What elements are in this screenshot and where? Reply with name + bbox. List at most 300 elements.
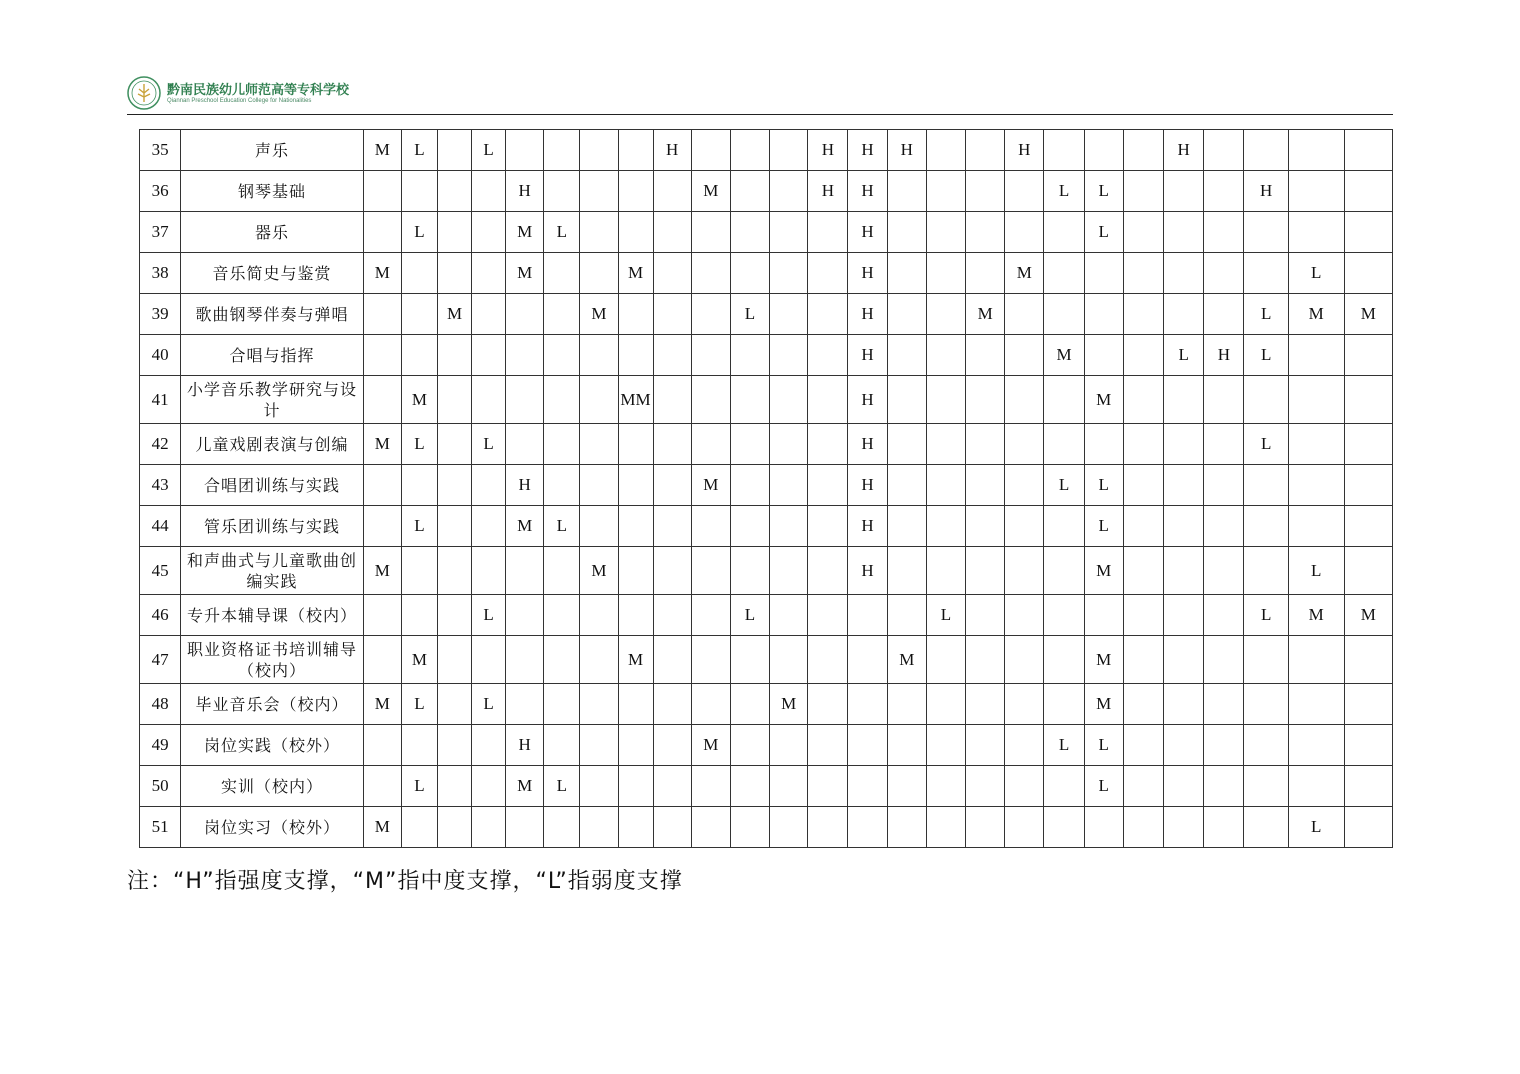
support-level-cell: [472, 335, 506, 376]
support-level-cell: [1244, 376, 1288, 424]
support-level-cell: [1044, 807, 1084, 848]
support-level-cell: [1244, 253, 1288, 294]
support-level-cell: [438, 424, 472, 465]
support-level-cell: [653, 506, 691, 547]
support-level-cell: [1244, 807, 1288, 848]
support-level-cell: [1164, 725, 1204, 766]
table-row: [140, 465, 1393, 506]
support-level-cell: L: [472, 130, 506, 171]
support-level-cell: [401, 725, 437, 766]
support-level-cell: M: [618, 253, 653, 294]
support-level-cell: [1344, 424, 1393, 465]
support-level-cell: [1044, 253, 1084, 294]
support-level-cell: [1344, 253, 1393, 294]
support-level-cell: M: [966, 294, 1005, 335]
support-level-cell: [1344, 506, 1393, 547]
support-level-cell: [1123, 506, 1163, 547]
support-level-cell: [1044, 294, 1084, 335]
support-level-cell: [1123, 547, 1163, 595]
support-level-cell: [770, 465, 808, 506]
support-level-cell: [887, 725, 926, 766]
support-level-cell: [691, 294, 730, 335]
support-level-cell: L: [1244, 424, 1288, 465]
support-level-cell: [438, 506, 472, 547]
support-level-cell: [438, 684, 472, 725]
support-level-cell: L: [1084, 766, 1123, 807]
support-level-cell: M: [1084, 684, 1123, 725]
support-level-cell: [926, 335, 965, 376]
support-level-cell: [966, 376, 1005, 424]
row-number: 43: [140, 465, 181, 506]
support-level-cell: H: [1005, 130, 1044, 171]
support-level-cell: H: [848, 506, 887, 547]
support-level-cell: [691, 547, 730, 595]
support-level-cell: L: [472, 424, 506, 465]
table-row: [140, 766, 1393, 807]
support-level-cell: [887, 766, 926, 807]
support-level-cell: [770, 335, 808, 376]
support-level-cell: [1164, 547, 1204, 595]
support-level-cell: [691, 376, 730, 424]
support-level-cell: [653, 547, 691, 595]
support-level-cell: H: [887, 130, 926, 171]
support-level-cell: H: [848, 294, 887, 335]
support-level-cell: M: [580, 547, 618, 595]
support-level-cell: M: [770, 684, 808, 725]
support-level-cell: [618, 465, 653, 506]
support-level-cell: [506, 424, 544, 465]
support-level-cell: [1164, 636, 1204, 684]
support-level-cell: [363, 725, 401, 766]
support-level-cell: [966, 171, 1005, 212]
school-seal-icon: [127, 76, 161, 110]
support-level-cell: [544, 725, 580, 766]
support-level-cell: [1244, 725, 1288, 766]
course-name: 岗位实践（校外）: [181, 725, 364, 766]
table-row: [140, 335, 1393, 376]
support-level-cell: [506, 684, 544, 725]
support-level-cell: L: [1084, 171, 1123, 212]
support-level-cell: [1204, 171, 1244, 212]
table-row: [140, 294, 1393, 335]
support-level-cell: [730, 253, 769, 294]
row-number: 41: [140, 376, 181, 424]
support-level-cell: [1164, 424, 1204, 465]
support-level-cell: [1044, 376, 1084, 424]
support-level-cell: [1044, 547, 1084, 595]
support-level-cell: [966, 595, 1005, 636]
support-level-cell: [544, 376, 580, 424]
support-level-cell: [926, 506, 965, 547]
support-level-cell: [438, 595, 472, 636]
support-level-cell: [808, 547, 848, 595]
support-level-cell: [580, 766, 618, 807]
support-level-cell: [1164, 595, 1204, 636]
support-level-cell: [544, 465, 580, 506]
support-level-cell: [848, 684, 887, 725]
support-level-cell: [1344, 335, 1393, 376]
support-level-cell: [506, 595, 544, 636]
support-level-cell: [808, 684, 848, 725]
support-level-cell: [730, 335, 769, 376]
support-level-cell: [1005, 595, 1044, 636]
support-level-cell: [506, 130, 544, 171]
support-level-cell: [401, 547, 437, 595]
support-level-cell: [887, 465, 926, 506]
support-level-cell: [691, 253, 730, 294]
support-level-cell: [926, 171, 965, 212]
support-level-cell: [618, 807, 653, 848]
support-level-cell: [1123, 725, 1163, 766]
support-level-cell: L: [1244, 335, 1288, 376]
course-name: 儿童戏剧表演与创编: [181, 424, 364, 465]
support-level-cell: [1164, 766, 1204, 807]
support-level-cell: [438, 130, 472, 171]
support-level-cell: [1344, 376, 1393, 424]
support-level-cell: [363, 595, 401, 636]
support-level-cell: [1005, 171, 1044, 212]
support-level-cell: [580, 171, 618, 212]
support-level-cell: [1344, 465, 1393, 506]
row-number: 35: [140, 130, 181, 171]
support-level-cell: [653, 807, 691, 848]
support-level-cell: [1204, 807, 1244, 848]
support-level-cell: [506, 547, 544, 595]
course-name: 岗位实习（校外）: [181, 807, 364, 848]
support-level-cell: [808, 253, 848, 294]
support-level-cell: [1005, 465, 1044, 506]
support-level-cell: [1164, 807, 1204, 848]
support-level-cell: [691, 506, 730, 547]
support-level-cell: [363, 766, 401, 807]
support-level-cell: [1123, 465, 1163, 506]
support-level-cell: [926, 766, 965, 807]
support-level-cell: [1288, 424, 1344, 465]
support-level-cell: [966, 253, 1005, 294]
support-level-cell: [1044, 595, 1084, 636]
support-level-cell: [618, 130, 653, 171]
support-level-cell: [438, 335, 472, 376]
support-level-cell: [770, 212, 808, 253]
support-level-cell: [363, 335, 401, 376]
support-level-cell: [580, 130, 618, 171]
support-level-cell: [363, 376, 401, 424]
support-level-cell: L: [730, 595, 769, 636]
support-level-cell: [1344, 766, 1393, 807]
support-level-cell: [770, 595, 808, 636]
support-level-cell: [618, 335, 653, 376]
support-level-cell: [1204, 684, 1244, 725]
support-level-cell: [544, 547, 580, 595]
support-level-cell: H: [848, 253, 887, 294]
table-row: [140, 171, 1393, 212]
support-level-cell: [472, 636, 506, 684]
support-level-cell: [1204, 547, 1244, 595]
support-level-cell: MM: [618, 376, 653, 424]
support-level-cell: [438, 212, 472, 253]
support-level-cell: M: [363, 130, 401, 171]
support-level-cell: [1288, 766, 1344, 807]
support-level-cell: L: [401, 212, 437, 253]
course-name: 小学音乐教学研究与设计: [181, 376, 364, 424]
support-level-cell: [580, 595, 618, 636]
support-level-cell: [966, 424, 1005, 465]
support-level-cell: [544, 636, 580, 684]
support-level-cell: [691, 424, 730, 465]
support-level-cell: [1164, 376, 1204, 424]
page-header: [127, 74, 1393, 115]
support-level-cell: H: [848, 376, 887, 424]
support-level-cell: [1164, 465, 1204, 506]
support-level-cell: [926, 465, 965, 506]
support-level-cell: [580, 424, 618, 465]
support-level-cell: [472, 766, 506, 807]
support-level-cell: [472, 465, 506, 506]
support-level-cell: [1204, 725, 1244, 766]
support-level-cell: [1084, 130, 1123, 171]
support-level-cell: [1044, 684, 1084, 725]
support-level-cell: [808, 465, 848, 506]
support-level-cell: [1044, 506, 1084, 547]
support-level-cell: [506, 294, 544, 335]
support-level-cell: M: [1084, 636, 1123, 684]
support-level-cell: H: [848, 547, 887, 595]
support-level-cell: [1244, 636, 1288, 684]
support-level-cell: M: [401, 376, 437, 424]
school-name: 黔南民族幼儿师范高等专科学校: [167, 83, 350, 98]
support-level-cell: M: [691, 171, 730, 212]
support-level-cell: M: [363, 807, 401, 848]
support-level-cell: [770, 506, 808, 547]
support-level-cell: [1123, 335, 1163, 376]
support-level-cell: [808, 424, 848, 465]
support-level-cell: M: [1344, 595, 1393, 636]
table-row: [140, 253, 1393, 294]
support-level-cell: [472, 725, 506, 766]
support-level-cell: [544, 253, 580, 294]
support-level-cell: L: [1044, 725, 1084, 766]
support-level-cell: [653, 424, 691, 465]
support-level-cell: [544, 595, 580, 636]
support-level-cell: [1164, 253, 1204, 294]
support-level-cell: [1288, 506, 1344, 547]
table-row: [140, 725, 1393, 766]
support-level-cell: [770, 424, 808, 465]
support-level-cell: [1204, 766, 1244, 807]
support-level-cell: [1044, 636, 1084, 684]
support-level-cell: [1005, 506, 1044, 547]
support-level-cell: H: [653, 130, 691, 171]
support-level-cell: [580, 684, 618, 725]
support-level-cell: [401, 253, 437, 294]
support-level-cell: L: [1084, 506, 1123, 547]
support-level-cell: [808, 725, 848, 766]
support-level-cell: [966, 335, 1005, 376]
support-level-cell: [580, 636, 618, 684]
support-level-cell: [730, 506, 769, 547]
support-level-cell: [966, 684, 1005, 725]
support-level-cell: [544, 335, 580, 376]
row-number: 46: [140, 595, 181, 636]
support-level-cell: [1005, 684, 1044, 725]
support-level-cell: [438, 636, 472, 684]
support-level-cell: [1005, 725, 1044, 766]
support-level-cell: [1204, 253, 1244, 294]
support-level-cell: [887, 424, 926, 465]
support-level-cell: [1244, 130, 1288, 171]
support-level-cell: [808, 807, 848, 848]
support-level-cell: [887, 595, 926, 636]
support-level-cell: [401, 807, 437, 848]
support-level-cell: [1344, 212, 1393, 253]
support-level-cell: [1244, 506, 1288, 547]
support-level-cell: [926, 636, 965, 684]
support-level-cell: [691, 130, 730, 171]
support-level-cell: [1123, 376, 1163, 424]
support-level-cell: L: [1288, 547, 1344, 595]
support-level-cell: [580, 465, 618, 506]
support-level-cell: [1123, 766, 1163, 807]
support-level-cell: [926, 294, 965, 335]
support-level-cell: [472, 506, 506, 547]
support-level-cell: [1244, 212, 1288, 253]
support-level-cell: [926, 684, 965, 725]
support-level-cell: [1084, 424, 1123, 465]
support-level-cell: [1164, 171, 1204, 212]
support-level-cell: [691, 766, 730, 807]
support-level-cell: [1204, 130, 1244, 171]
table-row: [140, 547, 1393, 595]
support-level-cell: [1123, 636, 1163, 684]
support-level-cell: M: [580, 294, 618, 335]
support-level-cell: M: [363, 424, 401, 465]
support-level-cell: [401, 595, 437, 636]
table-row: [140, 130, 1393, 171]
support-level-cell: [1044, 766, 1084, 807]
support-level-cell: [1005, 424, 1044, 465]
support-level-cell: [1005, 335, 1044, 376]
support-level-cell: L: [472, 684, 506, 725]
support-level-cell: [1005, 636, 1044, 684]
support-level-cell: [653, 766, 691, 807]
support-level-cell: [472, 171, 506, 212]
support-level-cell: [618, 424, 653, 465]
support-level-cell: [1344, 171, 1393, 212]
support-level-cell: [691, 595, 730, 636]
support-level-cell: [966, 766, 1005, 807]
support-level-cell: [691, 335, 730, 376]
support-level-cell: [1123, 212, 1163, 253]
support-level-cell: [848, 766, 887, 807]
support-level-cell: H: [848, 465, 887, 506]
support-level-cell: [1244, 547, 1288, 595]
support-level-cell: H: [848, 424, 887, 465]
support-level-cell: [506, 335, 544, 376]
support-level-cell: [401, 171, 437, 212]
support-level-cell: [438, 171, 472, 212]
support-level-cell: [887, 335, 926, 376]
support-level-cell: [770, 807, 808, 848]
support-level-cell: [808, 636, 848, 684]
support-level-cell: [730, 807, 769, 848]
support-level-cell: [1288, 636, 1344, 684]
support-level-cell: [887, 684, 926, 725]
support-level-cell: H: [848, 212, 887, 253]
support-level-cell: [438, 766, 472, 807]
support-level-cell: [1044, 130, 1084, 171]
support-level-cell: [926, 130, 965, 171]
support-level-cell: [1164, 294, 1204, 335]
support-level-cell: [653, 595, 691, 636]
support-level-cell: [730, 725, 769, 766]
support-level-cell: [401, 465, 437, 506]
table-row: [140, 684, 1393, 725]
support-level-cell: [618, 212, 653, 253]
curriculum-support-matrix: [139, 129, 1393, 848]
row-number: 42: [140, 424, 181, 465]
support-level-cell: M: [438, 294, 472, 335]
support-level-cell: [926, 424, 965, 465]
support-level-cell: [691, 684, 730, 725]
support-level-cell: [926, 253, 965, 294]
support-level-cell: L: [926, 595, 965, 636]
row-number: 40: [140, 335, 181, 376]
support-level-cell: [618, 766, 653, 807]
support-level-cell: [848, 725, 887, 766]
support-level-cell: [730, 766, 769, 807]
support-level-cell: [848, 595, 887, 636]
support-level-cell: [926, 212, 965, 253]
support-level-cell: [1164, 506, 1204, 547]
support-level-cell: H: [848, 171, 887, 212]
support-level-cell: L: [544, 766, 580, 807]
support-level-cell: M: [401, 636, 437, 684]
support-level-cell: H: [506, 465, 544, 506]
support-level-cell: [618, 595, 653, 636]
support-level-cell: [1084, 595, 1123, 636]
support-level-cell: [1123, 684, 1163, 725]
support-level-cell: [363, 212, 401, 253]
support-level-cell: L: [401, 130, 437, 171]
support-level-cell: [618, 506, 653, 547]
course-name: 管乐团训练与实践: [181, 506, 364, 547]
support-level-cell: [1164, 212, 1204, 253]
course-name: 职业资格证书培训辅导（校内）: [181, 636, 364, 684]
support-level-cell: M: [618, 636, 653, 684]
support-level-cell: [1204, 506, 1244, 547]
support-level-cell: [506, 807, 544, 848]
support-level-cell: [1344, 636, 1393, 684]
support-level-cell: L: [1164, 335, 1204, 376]
support-level-cell: [438, 465, 472, 506]
support-level-cell: [1204, 465, 1244, 506]
support-level-cell: H: [808, 171, 848, 212]
support-level-cell: [1288, 171, 1344, 212]
support-level-cell: [1244, 465, 1288, 506]
support-level-cell: [1204, 376, 1244, 424]
support-level-cell: [1204, 212, 1244, 253]
support-level-cell: [966, 212, 1005, 253]
support-level-cell: L: [1044, 171, 1084, 212]
support-level-cell: [1344, 725, 1393, 766]
row-number: 36: [140, 171, 181, 212]
support-level-cell: [438, 376, 472, 424]
row-number: 37: [140, 212, 181, 253]
support-level-cell: [887, 294, 926, 335]
support-level-cell: [472, 212, 506, 253]
support-level-cell: [966, 465, 1005, 506]
support-level-cell: [472, 376, 506, 424]
